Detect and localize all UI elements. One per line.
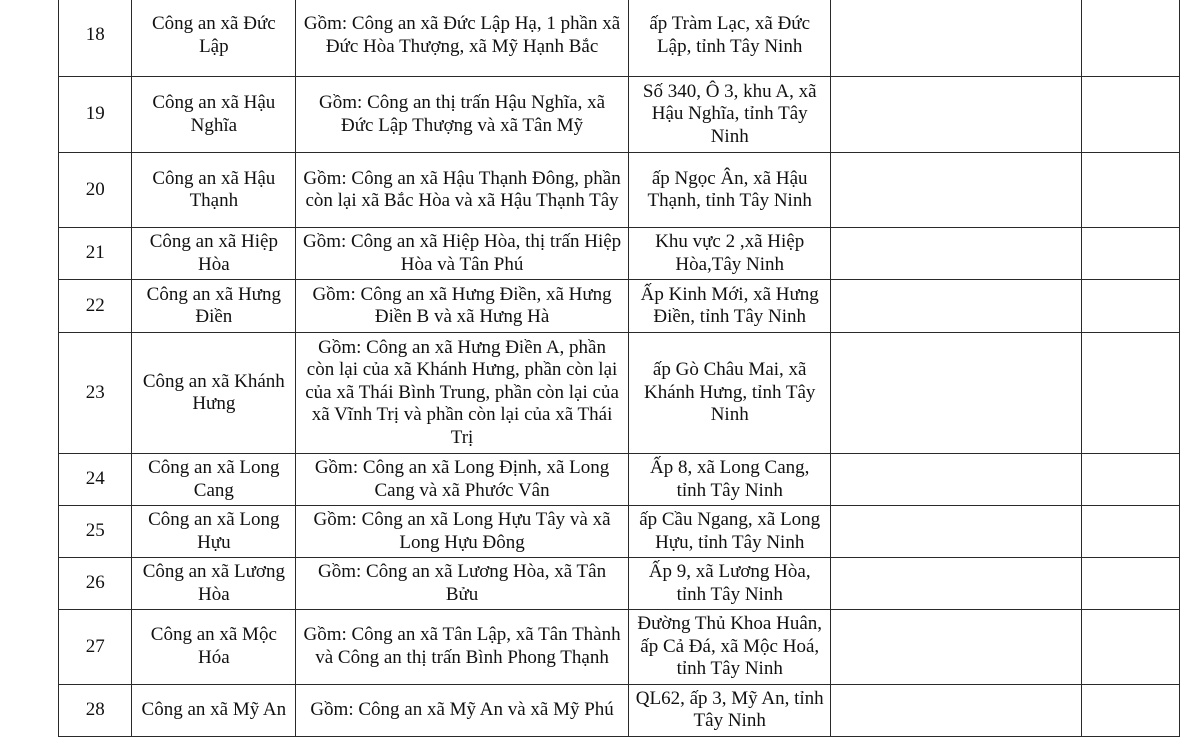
cell-composition: Gồm: Công an thị trấn Hậu Nghĩa, xã Đức Lập Thượng và xã Tân Mỹ — [296, 77, 629, 153]
cell-address: ấp Cầu Ngang, xã Long Hựu, tỉnh Tây Ninh — [628, 506, 831, 558]
cell-address: Ấp 9, xã Lương Hòa, tỉnh Tây Ninh — [628, 558, 831, 610]
police-units-table — [58, 0, 1180, 737]
cell-stt: 28 — [59, 684, 132, 736]
table-row — [59, 610, 1180, 685]
cell-empty — [1082, 228, 1180, 280]
cell-composition: Gồm: Công an xã Hiệp Hòa, thị trấn Hiệp Hòa và Tân Phú — [296, 228, 629, 280]
cell-address: Số 340, Ô 3, khu A, xã Hậu Nghĩa, tỉnh Tây Ninh — [628, 77, 831, 153]
cell-stt: 23 — [59, 333, 132, 454]
table-row — [59, 684, 1180, 736]
cell-empty — [831, 610, 1082, 685]
cell-composition: Gồm: Công an xã Hậu Thạnh Đông, phần còn lại xã Bắc Hòa và xã Hậu Thạnh Tây — [296, 153, 629, 228]
cell-empty — [831, 0, 1082, 77]
cell-empty — [1082, 558, 1180, 610]
cell-empty — [1082, 610, 1180, 685]
cell-empty — [1082, 153, 1180, 228]
cell-empty — [1082, 77, 1180, 153]
table-row — [59, 506, 1180, 558]
cell-composition: Gồm: Công an xã Hưng Điền A, phần còn lại của xã Khánh Hưng, phần còn lại của xã Thái Bình Trung, phần còn lại của xã Vĩnh Trị và phần còn lại của xã Thái Trị — [296, 333, 629, 454]
cell-unit-name: Công an xã Long Hựu — [132, 506, 296, 558]
cell-unit-name: Công an xã Hưng Điền — [132, 280, 296, 333]
cell-stt: 24 — [59, 454, 132, 506]
cell-stt: 26 — [59, 558, 132, 610]
cell-composition: Gồm: Công an xã Đức Lập Hạ, 1 phần xã Đức Hòa Thượng, xã Mỹ Hạnh Bắc — [296, 0, 629, 77]
cell-empty — [1082, 0, 1180, 77]
cell-empty — [1082, 280, 1180, 333]
cell-unit-name: Công an xã Hiệp Hòa — [132, 228, 296, 280]
cell-empty — [831, 280, 1082, 333]
cell-empty — [831, 684, 1082, 736]
table-row — [59, 558, 1180, 610]
table-row — [59, 153, 1180, 228]
cell-address: Ấp 8, xã Long Cang, tỉnh Tây Ninh — [628, 454, 831, 506]
cell-empty — [831, 506, 1082, 558]
cell-composition: Gồm: Công an xã Long Định, xã Long Cang và xã Phước Vân — [296, 454, 629, 506]
table-row — [59, 280, 1180, 333]
cell-address: Đường Thủ Khoa Huân, ấp Cả Đá, xã Mộc Hoá, tỉnh Tây Ninh — [628, 610, 831, 685]
cell-address: ấp Gò Châu Mai, xã Khánh Hưng, tỉnh Tây Ninh — [628, 333, 831, 454]
cell-empty — [1082, 684, 1180, 736]
cell-stt: 20 — [59, 153, 132, 228]
cell-unit-name: Công an xã Long Cang — [132, 454, 296, 506]
cell-empty — [1082, 454, 1180, 506]
cell-stt: 22 — [59, 280, 132, 333]
cell-composition: Gồm: Công an xã Tân Lập, xã Tân Thành và Công an thị trấn Bình Phong Thạnh — [296, 610, 629, 685]
cell-unit-name: Công an xã Mỹ An — [132, 684, 296, 736]
table-row — [59, 333, 1180, 454]
cell-empty — [831, 454, 1082, 506]
cell-address: QL62, ấp 3, Mỹ An, tỉnh Tây Ninh — [628, 684, 831, 736]
cell-stt: 18 — [59, 0, 132, 77]
cell-composition: Gồm: Công an xã Lương Hòa, xã Tân Bửu — [296, 558, 629, 610]
cell-empty — [831, 558, 1082, 610]
table-row — [59, 0, 1180, 77]
cell-empty — [831, 333, 1082, 454]
cell-composition: Gồm: Công an xã Mỹ An và xã Mỹ Phú — [296, 684, 629, 736]
cell-address: Ấp Kinh Mới, xã Hưng Điền, tỉnh Tây Ninh — [628, 280, 831, 333]
cell-empty — [831, 77, 1082, 153]
cell-stt: 21 — [59, 228, 132, 280]
cell-address: Khu vực 2 ,xã Hiệp Hòa,Tây Ninh — [628, 228, 831, 280]
cell-empty — [831, 228, 1082, 280]
cell-unit-name: Công an xã Lương Hòa — [132, 558, 296, 610]
cell-stt: 27 — [59, 610, 132, 685]
cell-unit-name: Công an xã Hậu Nghĩa — [132, 77, 296, 153]
cell-unit-name: Công an xã Hậu Thạnh — [132, 153, 296, 228]
cell-composition: Gồm: Công an xã Hưng Điền, xã Hưng Điền B và xã Hưng Hà — [296, 280, 629, 333]
cell-address: ấp Tràm Lạc, xã Đức Lập, tỉnh Tây Ninh — [628, 0, 831, 77]
cell-address: ấp Ngọc Ân, xã Hậu Thạnh, tỉnh Tây Ninh — [628, 153, 831, 228]
cell-empty — [831, 153, 1082, 228]
cell-composition: Gồm: Công an xã Long Hựu Tây và xã Long Hựu Đông — [296, 506, 629, 558]
cell-empty — [1082, 506, 1180, 558]
cell-unit-name: Công an xã Đức Lập — [132, 0, 296, 77]
cell-unit-name: Công an xã Mộc Hóa — [132, 610, 296, 685]
cell-unit-name: Công an xã Khánh Hưng — [132, 333, 296, 454]
cell-empty — [1082, 333, 1180, 454]
table-row — [59, 77, 1180, 153]
table-row — [59, 228, 1180, 280]
table-row — [59, 454, 1180, 506]
cell-stt: 19 — [59, 77, 132, 153]
cell-stt: 25 — [59, 506, 132, 558]
